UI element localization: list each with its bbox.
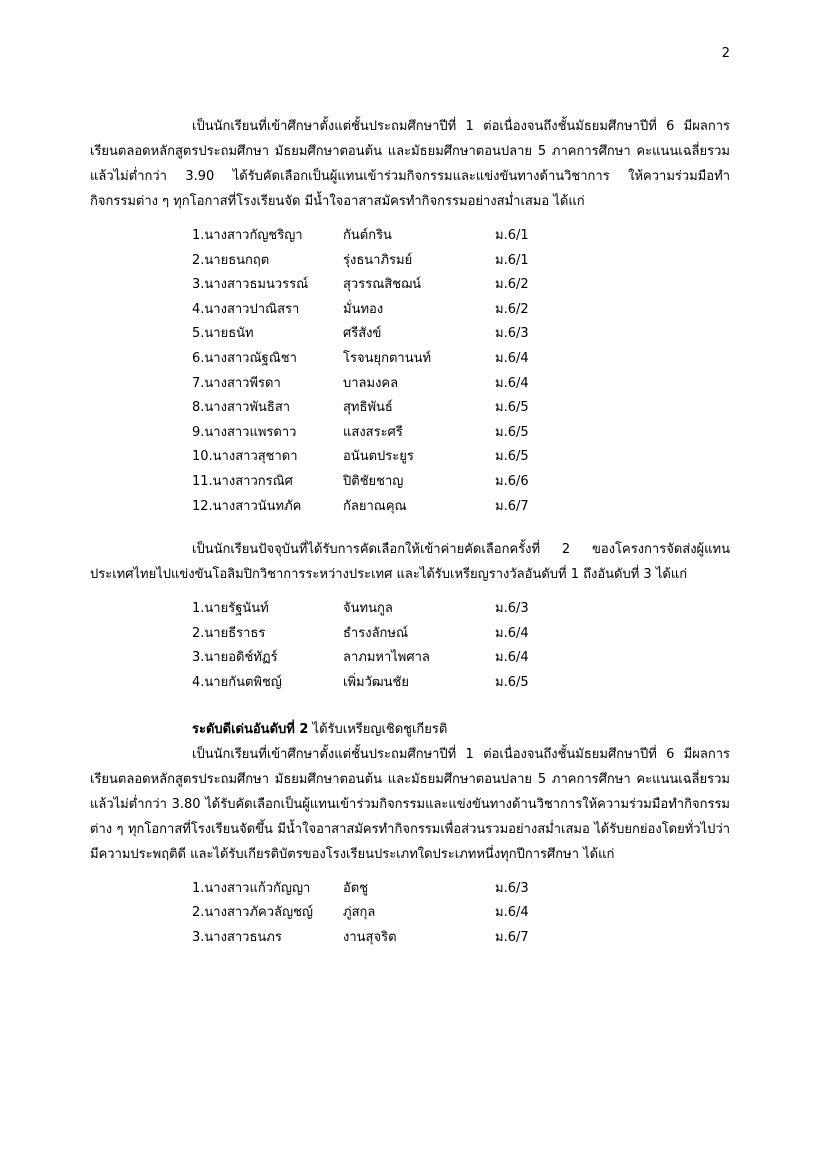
student-surname: ลาภมหาไพศาล: [343, 650, 430, 666]
list-item: [192, 347, 730, 372]
page-content: [90, 114, 730, 950]
section1-paragraph-text: เป็นนักเรียนที่เข้าศึกษาตั้งแต่ชั้นประถมศึกษาปีที่ 1 ต่อเนื่องจนถึงชั้นมัธยมศึกษาปีที่ 6 มีผลการเรียนตลอดหลักสูตรประถมศึกษา มัธยมศึกษาตอนต้น และมัธยมศึกษาตอนปลาย 5 ภาคการศึกษา คะแนนเฉลี่ยรวมแล้วไม่ต่ำกว่า 3.90 ได้รับคัดเลือกเป็นผู้แทนเข้าร่วมกิจกรรมและแข่งขันทางด้านวิชาการ ให้ความร่วมมือทำกิจกรรมต่าง ๆ ทุกโอกาสที่โรงเรียนจัด มีน้ำใจอาสาสมัครทำกิจกรรมอย่างสม่ำเสมอ ได้แก่: [90, 119, 730, 209]
page-number: 2: [721, 46, 730, 61]
student-class: ม.6/6: [495, 473, 529, 489]
student-surname: สุวรรณสิชฌน์: [343, 277, 422, 293]
list-item: [192, 646, 730, 671]
student-name: 1.นางสาวกัญชริญา: [192, 228, 303, 243]
student-class: ม.6/4: [495, 905, 529, 921]
student-class: ม.6/7: [495, 498, 529, 514]
list-item: [192, 470, 730, 495]
list-item: [192, 322, 730, 347]
student-surname: บาลมงคล: [343, 375, 399, 391]
list-item: [192, 877, 730, 902]
student-name: 7.นางสาวพีรดา: [192, 375, 281, 391]
list-item: [192, 495, 730, 520]
section3-heading-bold: ระดับดีเด่นอันดับที่ 2: [192, 721, 309, 737]
student-surname: แสงสระศรี: [343, 424, 403, 440]
student-name: 10.นางสาวสุชาดา: [192, 449, 298, 465]
student-class: ม.6/3: [495, 601, 529, 617]
section2-paragraph: [90, 537, 730, 587]
student-surname: ภู่สกุล: [343, 905, 376, 921]
student-class: ม.6/1: [495, 228, 529, 243]
student-class: ม.6/4: [495, 625, 529, 641]
student-surname: กัลยาณคุณ: [343, 498, 407, 514]
student-name: 8.นางสาวพันธิสา: [192, 400, 291, 416]
student-surname: เพิ่มวัฒนชัย: [343, 674, 409, 690]
student-name: 4.นางสาวปาณิสรา: [192, 301, 300, 317]
student-surname: มั่นทอง: [343, 301, 384, 317]
student-name: 5.นายธนัท: [192, 326, 254, 342]
student-surname: โรจนยุกตานนท์: [343, 350, 432, 366]
student-name: 2.นายธนกฤต: [192, 252, 270, 268]
student-name: 1.นายรัฐนันท์: [192, 601, 269, 617]
student-class: ม.6/4: [495, 375, 529, 391]
list-item: [192, 926, 730, 951]
list-item: [192, 901, 730, 926]
section2-student-list: [192, 597, 730, 695]
student-surname: ศรีสังข์: [343, 326, 382, 342]
student-class: ม.6/5: [495, 449, 529, 465]
section3-heading-rest: ได้รับเหรียญเชิดชูเกียรติ: [308, 721, 448, 737]
student-name: 3.นางสาวธนภร: [192, 929, 282, 945]
student-surname: รุ่งธนาภิรมย์: [343, 252, 413, 268]
section3-paragraph: [90, 742, 730, 867]
section2-paragraph-text: เป็นนักเรียนปัจจุบันที่ได้รับการคัดเลือกให้เข้าค่ายคัดเลือกครั้งที่ 2 ของโครงการจัดส่งผู้แทนประเทศไทยไปแข่งขันโอลิมปิกวิชาการระหว่างประเทศ และได้รับเหรียญรางวัลอันดับที่ 1 ถึงอันดับที่ 3 ได้แก่: [90, 542, 730, 583]
student-surname: กันต์กริน: [343, 228, 392, 243]
student-class: ม.6/5: [495, 424, 529, 440]
student-surname: งานสุจริต: [343, 929, 397, 945]
list-item: [192, 249, 730, 274]
section3-paragraph-text: เป็นนักเรียนที่เข้าศึกษาตั้งแต่ชั้นประถมศึกษาปีที่ 1 ต่อเนื่องจนถึงชั้นมัธยมศึกษาปีที่ 6 มีผลการเรียนตลอดหลักสูตรประถมศึกษา มัธยมศึกษาตอนต้น และมัธยมศึกษาตอนปลาย 5 ภาคการศึกษา คะแนนเฉลี่ยรวมแล้วไม่ต่ำกว่า 3.80 ได้รับคัดเลือกเป็นผู้แทนเข้าร่วมกิจกรรมและแข่งขันทางด้านวิชาการให้ความร่วมมือทำกิจกรรมต่าง ๆ ทุกโอกาสที่โรงเรียนจัดขึ้น มีน้ำใจอาสาสมัครทำกิจกรรมเพื่อส่วนรวมอย่างสม่ำเสมอ ได้รับยกย่องโดยทั่วไปว่ามีความประพฤติดี และได้รับเกียรติบัตรของโรงเรียนประเภทใดประเภทหนึ่งทุกปีการศึกษา ได้แก่: [90, 746, 730, 862]
student-name: 4.นายกันตพิชญ์: [192, 674, 282, 690]
list-item: [192, 396, 730, 421]
student-class: ม.6/5: [495, 674, 529, 690]
student-name: 9.นางสาวแพรดาว: [192, 424, 297, 440]
student-class: ม.6/4: [495, 350, 529, 366]
student-class: ม.6/7: [495, 929, 529, 945]
student-class: ม.6/2: [495, 301, 529, 317]
student-class: ม.6/1: [495, 252, 529, 268]
student-surname: จันทนกูล: [343, 601, 393, 617]
list-item: [192, 597, 730, 622]
student-surname: สุทธิพันธ์: [343, 400, 393, 416]
student-surname: อัตชู: [343, 880, 369, 896]
student-name: 11.นางสาวกรณิศ: [192, 473, 293, 489]
student-class: ม.6/5: [495, 400, 529, 416]
list-item: [192, 273, 730, 298]
student-name: 2.นางสาวภัควลัญชญ์: [192, 905, 313, 921]
list-item: [192, 372, 730, 397]
list-item: [192, 671, 730, 696]
section3-heading: [192, 717, 730, 742]
list-item: [192, 421, 730, 446]
student-class: ม.6/4: [495, 650, 529, 666]
list-item: [192, 622, 730, 647]
student-name: 3.นางสาวธมนวรรณ์: [192, 277, 309, 293]
section1-paragraph: [90, 114, 730, 214]
student-name: 6.นางสาวณัฐณิชา: [192, 350, 297, 366]
student-name: 12.นางสาวนันทภัค: [192, 498, 302, 514]
student-class: ม.6/3: [495, 326, 529, 342]
list-item: [192, 298, 730, 323]
list-item: [192, 224, 730, 249]
student-name: 3.นายอดิช์ทัฏร์: [192, 650, 278, 666]
student-surname: อนันตประยูร: [343, 449, 414, 465]
student-name: 2.นายธีราธร: [192, 625, 266, 641]
student-class: ม.6/3: [495, 880, 529, 896]
student-surname: ธำรงลักษณ์: [343, 625, 409, 641]
section3-student-list: [192, 877, 730, 951]
list-item: [192, 445, 730, 470]
student-name: 1.นางสาวแก้วกัญญา: [192, 880, 311, 896]
student-surname: ปิติชัยชาญ: [343, 473, 404, 489]
student-class: ม.6/2: [495, 277, 529, 293]
section1-student-list: [192, 224, 730, 519]
